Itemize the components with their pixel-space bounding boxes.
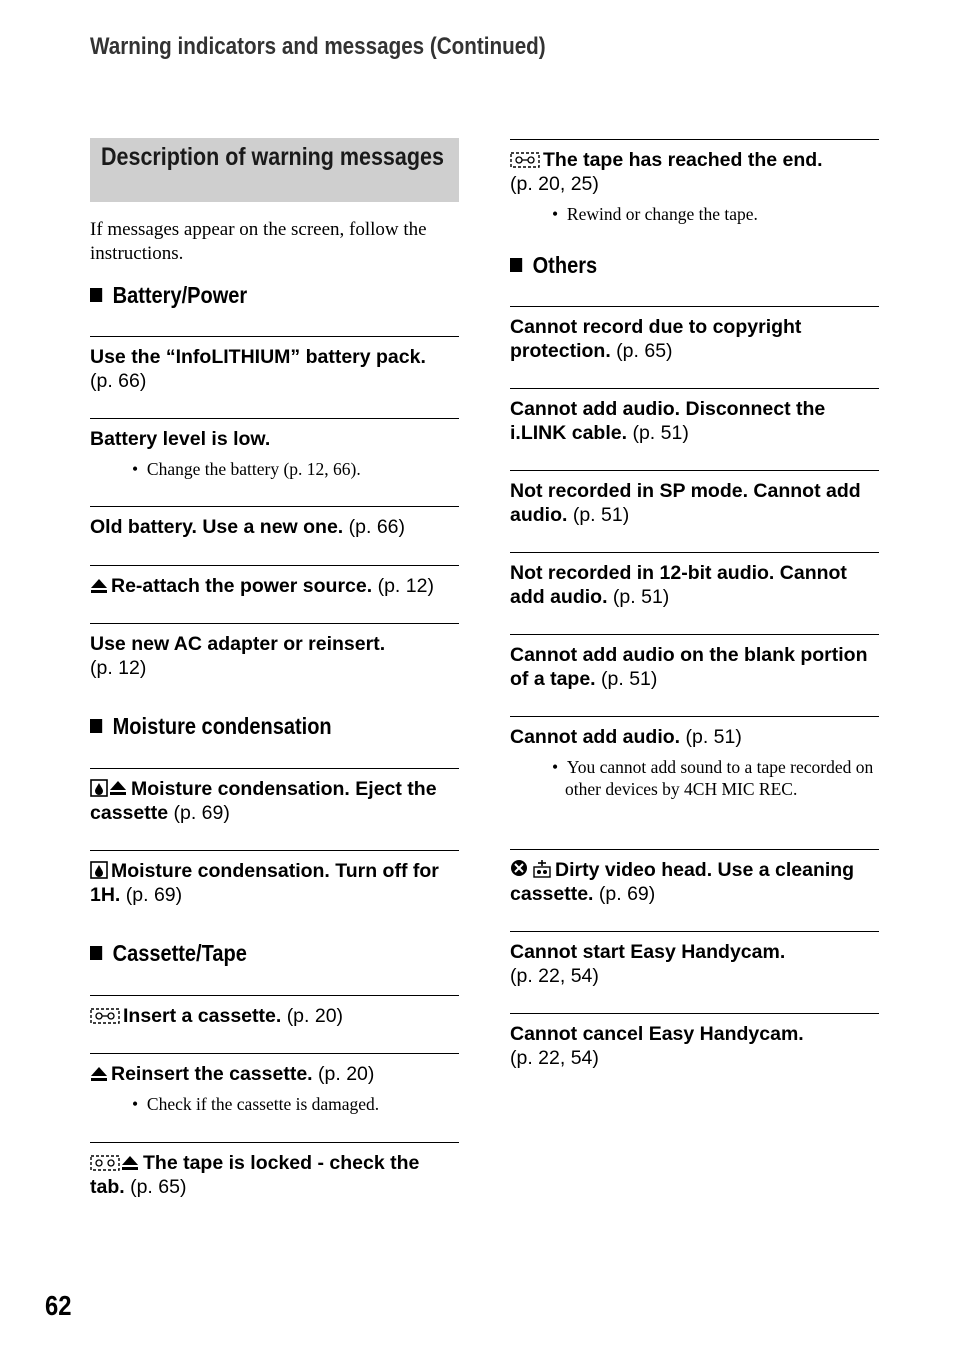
page-ref: (p. 22, 54) bbox=[510, 1047, 599, 1069]
square-bullet-icon bbox=[90, 946, 102, 960]
moisture-icon bbox=[90, 861, 108, 879]
subheading-label: Others bbox=[532, 252, 598, 278]
message-text: Moisture condensation. Eject the cassette bbox=[90, 778, 437, 824]
message-entry bbox=[510, 470, 879, 527]
cassette-icon bbox=[90, 1008, 120, 1024]
message-text: Moisture condensation. Turn off for 1H. bbox=[90, 860, 439, 906]
subheading-battery bbox=[90, 282, 247, 309]
bullet-text: Check if the cassette is damaged. bbox=[146, 1094, 380, 1114]
message-entry bbox=[510, 634, 879, 691]
message-text: Battery level is low. bbox=[90, 428, 271, 450]
page-number: 62 bbox=[45, 1290, 72, 1321]
message-entry bbox=[510, 849, 879, 906]
message-text: Cannot start Easy Handycam. bbox=[510, 941, 786, 963]
page-ref: (p. 12) bbox=[90, 657, 147, 679]
bullet-item: • Check if the cassette is damaged. bbox=[132, 1094, 380, 1114]
message-text: Cannot record due to copyright protection. bbox=[510, 316, 802, 362]
page-ref: (p. 51) bbox=[685, 726, 742, 748]
subheading-label: Moisture condensation bbox=[112, 713, 332, 739]
message-entry bbox=[90, 1053, 459, 1115]
bullet-text: Change the battery (p. 12, 66). bbox=[146, 459, 361, 479]
bullet-item: • Change the battery (p. 12, 66). bbox=[132, 459, 361, 479]
eject-icon bbox=[90, 578, 108, 594]
message-text: Cannot add audio. Disconnect the i.LINK cable. bbox=[510, 398, 826, 444]
message-text: The tape is locked - check the tab. bbox=[90, 1152, 420, 1198]
page-ref: (p. 69) bbox=[173, 802, 230, 824]
message-entry bbox=[90, 1142, 459, 1199]
page-ref: (p. 22, 54) bbox=[510, 965, 599, 987]
page-ref: (p. 65) bbox=[616, 340, 673, 362]
message-entry bbox=[510, 931, 879, 988]
page-ref: (p. 20, 25) bbox=[510, 173, 599, 195]
cassette-eject-icon bbox=[90, 1155, 140, 1171]
subheading-label: Cassette/Tape bbox=[112, 940, 247, 966]
message-entry bbox=[90, 418, 459, 480]
message-entry bbox=[90, 768, 459, 825]
message-entry bbox=[90, 850, 459, 907]
message-text: The tape has reached the end. bbox=[543, 149, 823, 171]
bullet-item: • You cannot add sound to a tape recorded on other devices by 4CH MIC REC. bbox=[552, 757, 874, 799]
dirty-head-icon bbox=[510, 858, 552, 878]
intro-text: If messages appear on the screen, follow the instructions. bbox=[90, 219, 427, 264]
section-title-box bbox=[90, 138, 459, 202]
message-text: Dirty video head. Use a cleaning cassette. bbox=[510, 859, 855, 905]
message-entry bbox=[90, 623, 459, 680]
message-text: Use the “InfoLITHIUM” battery pack. bbox=[90, 346, 426, 368]
message-text: Cannot add audio. bbox=[510, 726, 681, 748]
message-text: Insert a cassette. bbox=[123, 1005, 282, 1027]
message-text: Not recorded in SP mode. Cannot add audio. bbox=[510, 480, 861, 526]
subheading-label: Battery/Power bbox=[112, 282, 248, 308]
message-entry bbox=[90, 995, 459, 1028]
message-entry bbox=[510, 1013, 879, 1070]
page-ref: (p. 51) bbox=[601, 668, 658, 690]
eject-icon bbox=[90, 1066, 108, 1082]
square-bullet-icon bbox=[90, 288, 102, 302]
message-text: Reinsert the cassette. bbox=[111, 1063, 313, 1085]
message-text: Cannot add audio on the blank portion of a tape. bbox=[510, 644, 868, 690]
message-entry bbox=[90, 336, 459, 393]
message-text: Old battery. Use a new one. bbox=[90, 516, 344, 538]
cassette-icon bbox=[510, 152, 540, 168]
message-entry bbox=[510, 139, 879, 225]
square-bullet-icon bbox=[510, 258, 522, 272]
message-entry bbox=[510, 716, 879, 800]
message-entry bbox=[510, 388, 879, 445]
page-ref: (p. 51) bbox=[632, 422, 689, 444]
bullet-text: Rewind or change the tape. bbox=[566, 204, 758, 224]
message-text: Use new AC adapter or reinsert. bbox=[90, 633, 386, 655]
message-entry bbox=[510, 306, 879, 363]
message-entry bbox=[90, 506, 459, 539]
page-ref: (p. 20) bbox=[318, 1063, 375, 1085]
running-head: Warning indicators and messages (Continued) bbox=[90, 33, 546, 60]
bullet-text: You cannot add sound to a tape recorded on other devices by 4CH MIC REC. bbox=[565, 757, 874, 799]
section-title: Description of warning messages bbox=[101, 143, 444, 171]
subheading-others bbox=[510, 252, 597, 279]
bullet-item: • Rewind or change the tape. bbox=[552, 204, 758, 224]
moisture-eject-icon bbox=[90, 779, 128, 797]
message-text: Cannot cancel Easy Handycam. bbox=[510, 1023, 804, 1045]
subheading-cassette bbox=[90, 940, 247, 967]
page-ref: (p. 51) bbox=[612, 586, 670, 608]
page-ref: (p. 65) bbox=[130, 1176, 187, 1198]
page-ref: (p. 12) bbox=[377, 575, 434, 597]
page-ref: (p. 69) bbox=[598, 883, 656, 905]
page-ref: (p. 51) bbox=[572, 504, 630, 526]
square-bullet-icon bbox=[90, 719, 102, 733]
page-ref: (p. 69) bbox=[125, 884, 183, 906]
message-entry bbox=[90, 565, 459, 598]
message-text: Not recorded in 12-bit audio. Cannot add audio. bbox=[510, 562, 847, 608]
page-ref: (p. 66) bbox=[348, 516, 405, 538]
message-text: Re-attach the power source. bbox=[111, 575, 373, 597]
message-entry bbox=[510, 552, 879, 609]
page-ref: (p. 20) bbox=[286, 1005, 344, 1027]
page-ref: (p. 66) bbox=[90, 370, 147, 392]
subheading-moisture bbox=[90, 713, 332, 740]
